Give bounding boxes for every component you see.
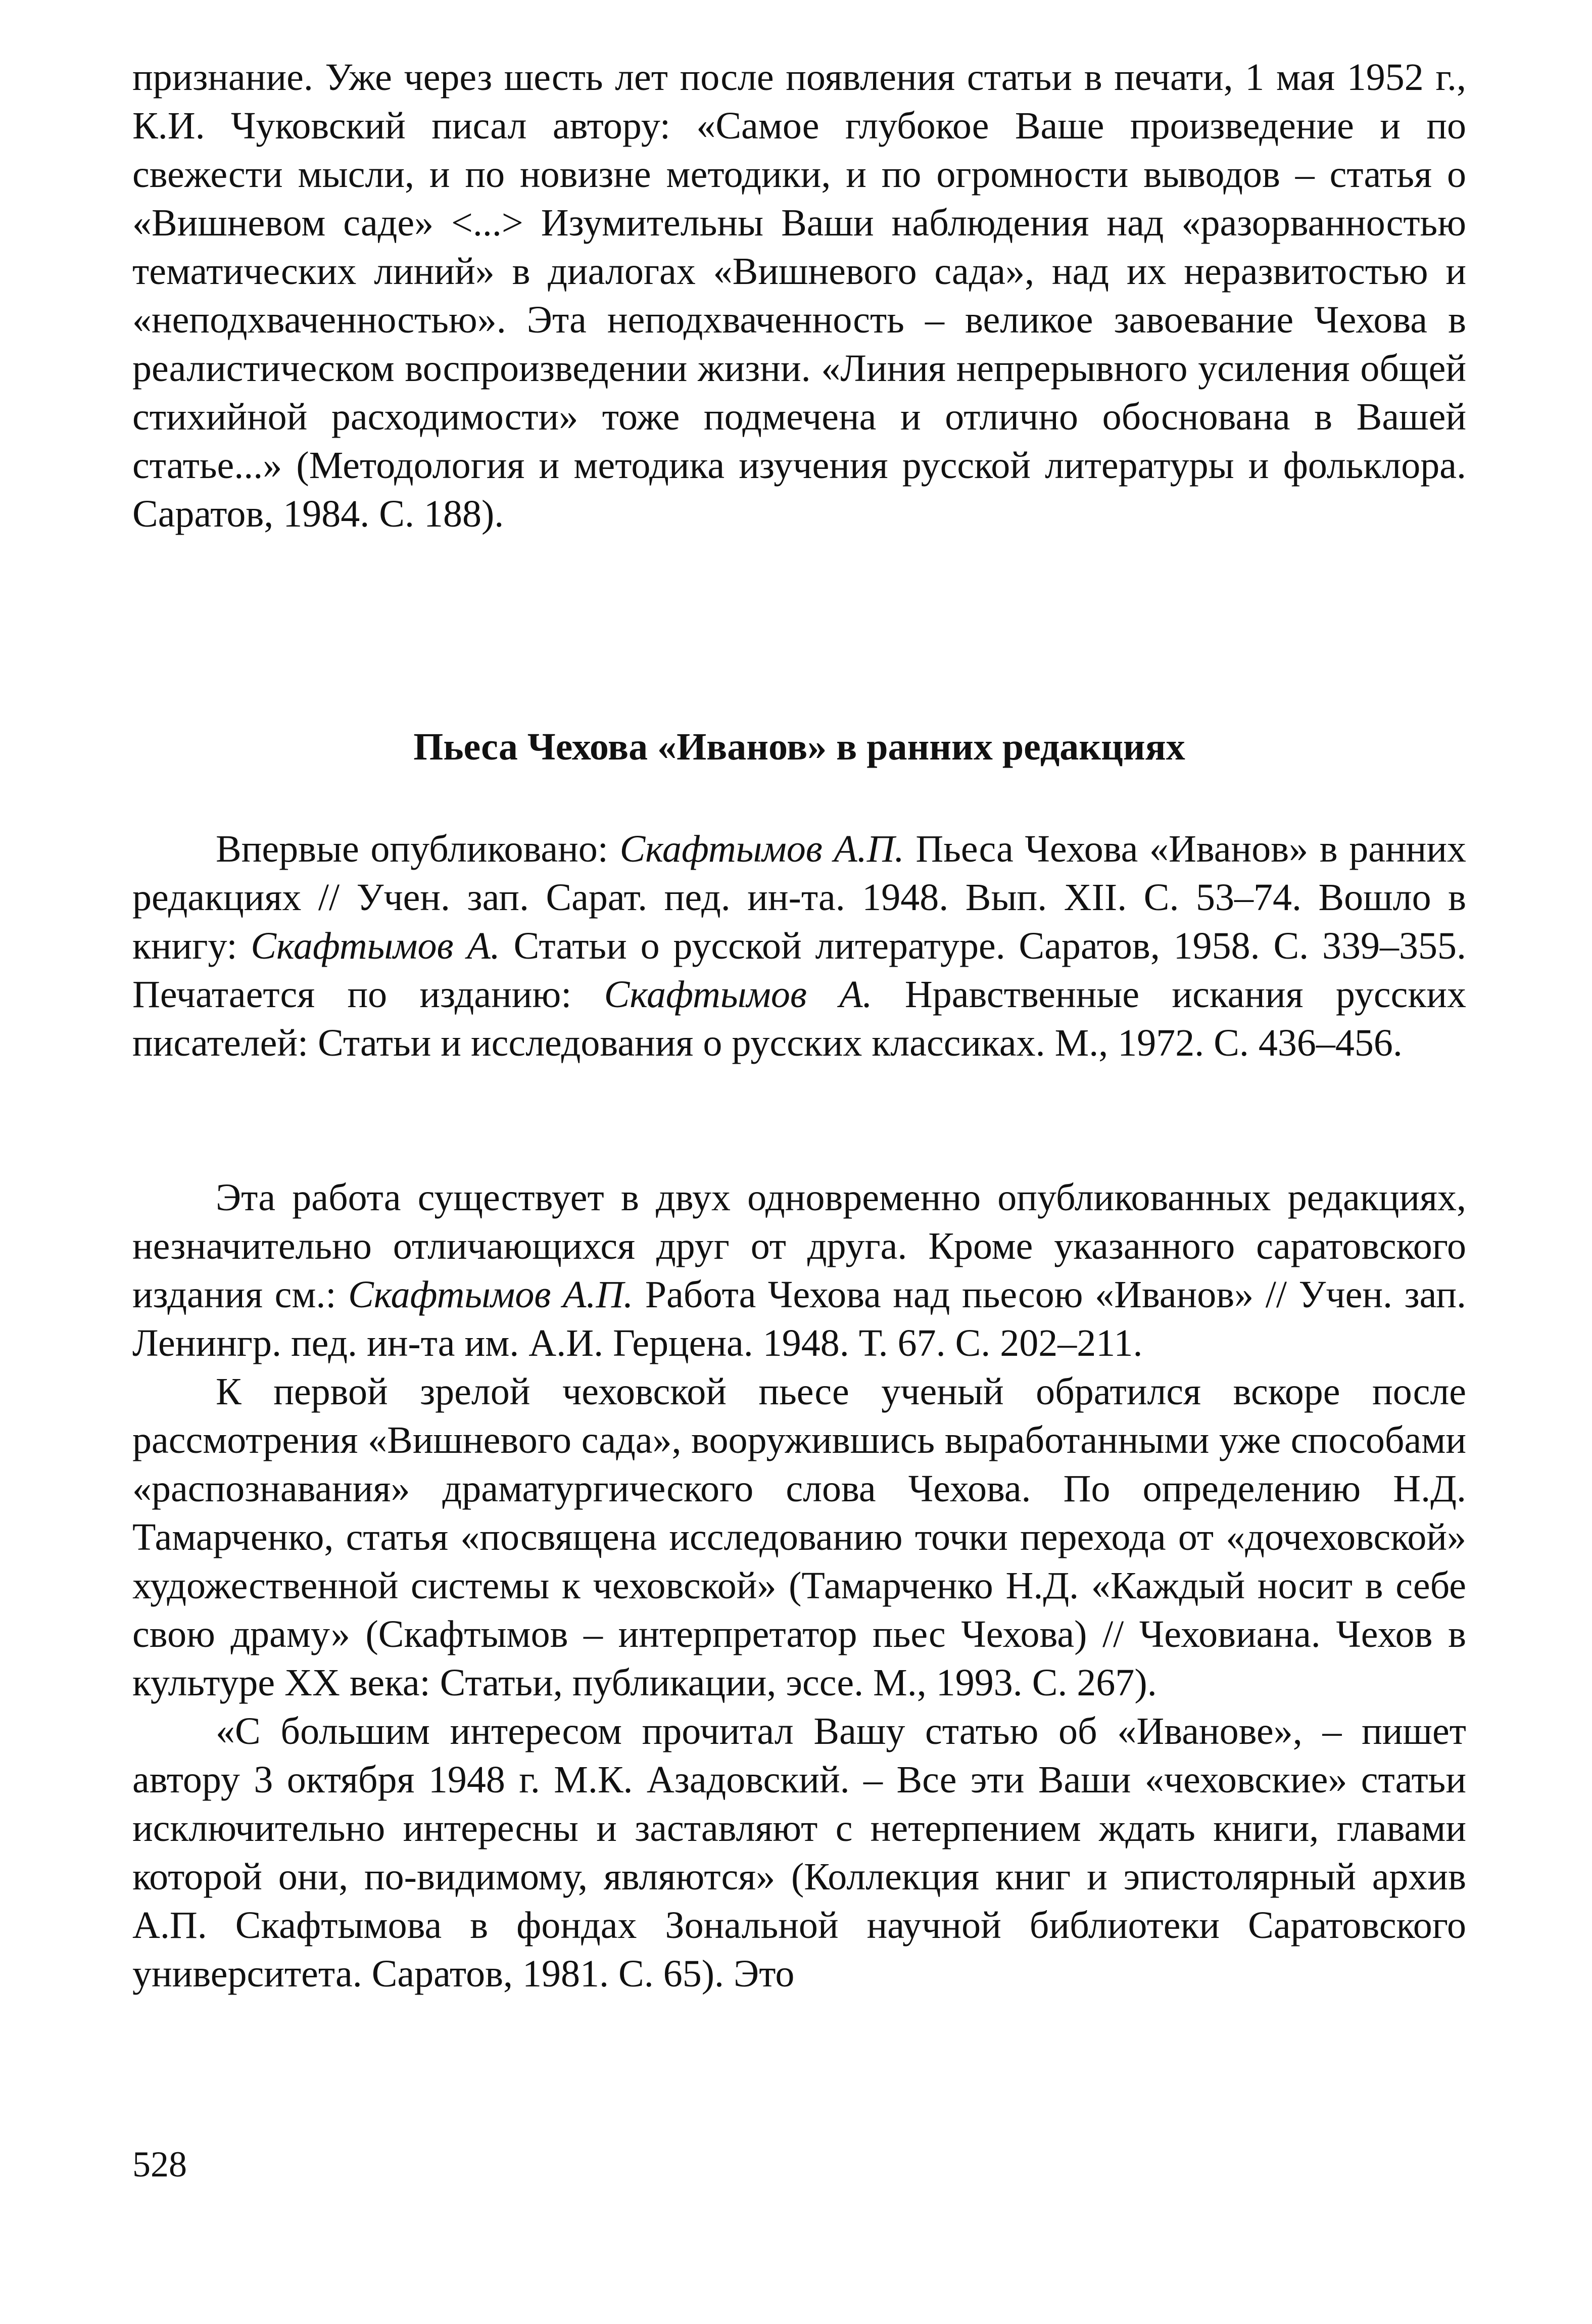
section-heading: Пьеса Чехова «Иванов» в ранних редакциях — [413, 726, 1185, 768]
author-citation-4: Скафтымов А.П. — [348, 1273, 634, 1316]
two-editions-text-1: Эта работа существует в двух одновременно опубликованных редакциях, незначительно отличающихся друг от друга. Кроме указанного саратовского издания см.: — [132, 1176, 1466, 1316]
paragraph-two-editions — [132, 1173, 1466, 1367]
top-paragraph-block — [132, 53, 1466, 538]
author-citation-3: Скафтымов А. — [604, 973, 873, 1016]
paragraph-azadovsky: «С большим интересом прочитал Вашу статью об «Иванове», – пишет автору 3 октября 1948 г. М.К. Азадовский. – Все эти Ваши «чеховские» статьи исключительно интересны и заставляют с нетерпением ждать книги, главами которой они, по-видимому, являются» (Коллекция книг и эпистолярный архив А.П. Скафтымова в фондах Зональной научной библиотеки Саратовского университета. Саратов, 1981. С. 65). Это — [132, 1710, 1466, 1995]
publication-note-text-4: Нравственные искания русских писателей: Статьи и исследования о русских классиках. М., 1972. С. 436–456. — [132, 973, 1466, 1064]
author-citation-2: Скафтымов А. — [251, 925, 500, 967]
paragraph-first-play: К первой зрелой чеховской пьесе ученый обратился вскоре после рассмотрения «Вишневого сада», вооружившись выработанными уже способами «распознавания» драматургического слова Чехова. По определению Н.Д. Тамарченко, статья «посвящена исследованию точки перехода от «дочеховской» художественной системы к чеховской» (Тамарченко Н.Д. «Каждый носит в себе свою драму» (Скафтымов – интерпретатор пьес Чехова) // Чеховиана. Чехов в культуре XX века: Статьи, публикации, эссе. М., 1993. С. 267). — [132, 1370, 1466, 1704]
publication-note-text-2: Пьеса Чехова «Иванов» в ранних редакциях // Учен. зап. Сарат. пед. ин-та. 1948. Вып. XII. С. 53–74. Вошло в книгу: — [132, 828, 1466, 967]
commentary-body — [132, 1173, 1466, 1998]
publication-note-text-3: Статьи о русской литературе. Саратов, 1958. С. 339–355. Печатается по изданию: — [132, 925, 1466, 1016]
page-number: 528 — [132, 2144, 187, 2185]
publication-note-block — [132, 825, 1466, 1067]
author-citation-1: Скафтымов А.П. — [619, 828, 904, 870]
publication-note — [132, 825, 1466, 1067]
publication-note-text-1: Впервые опубликовано: — [216, 828, 620, 870]
two-editions-text-2: Работа Чехова над пьесою «Иванов» // Учен. зап. Ленингр. пед. ин-та им. А.И. Герцена. 1948. Т. 67. С. 202–211. — [132, 1273, 1467, 1364]
top-paragraph: признание. Уже через шесть лет после появления статьи в печати, 1 мая 1952 г., К.И. Чуковский писал автору: «Самое глубокое Ваше произведение и по свежести мысли, и по новизне методики, и по огромности выводов – статья о «Вишневом саде» <...> Изумительны Ваши наблюдения над «разорванностью тематических линий» в диалогах «Вишневого сада», над их неразвитостью и «неподхваченностью». Эта неподхваченность – великое завоевание Чехова в реалистическом воспроизведении жизни. «Линия непрерывного усиления общей стихийной расходимости» тоже подмечена и отлично обоснована в Вашей статье...» (Методология и методика изучения русской литературы и фольклора. Саратов, 1984. С. 188). — [132, 56, 1466, 535]
